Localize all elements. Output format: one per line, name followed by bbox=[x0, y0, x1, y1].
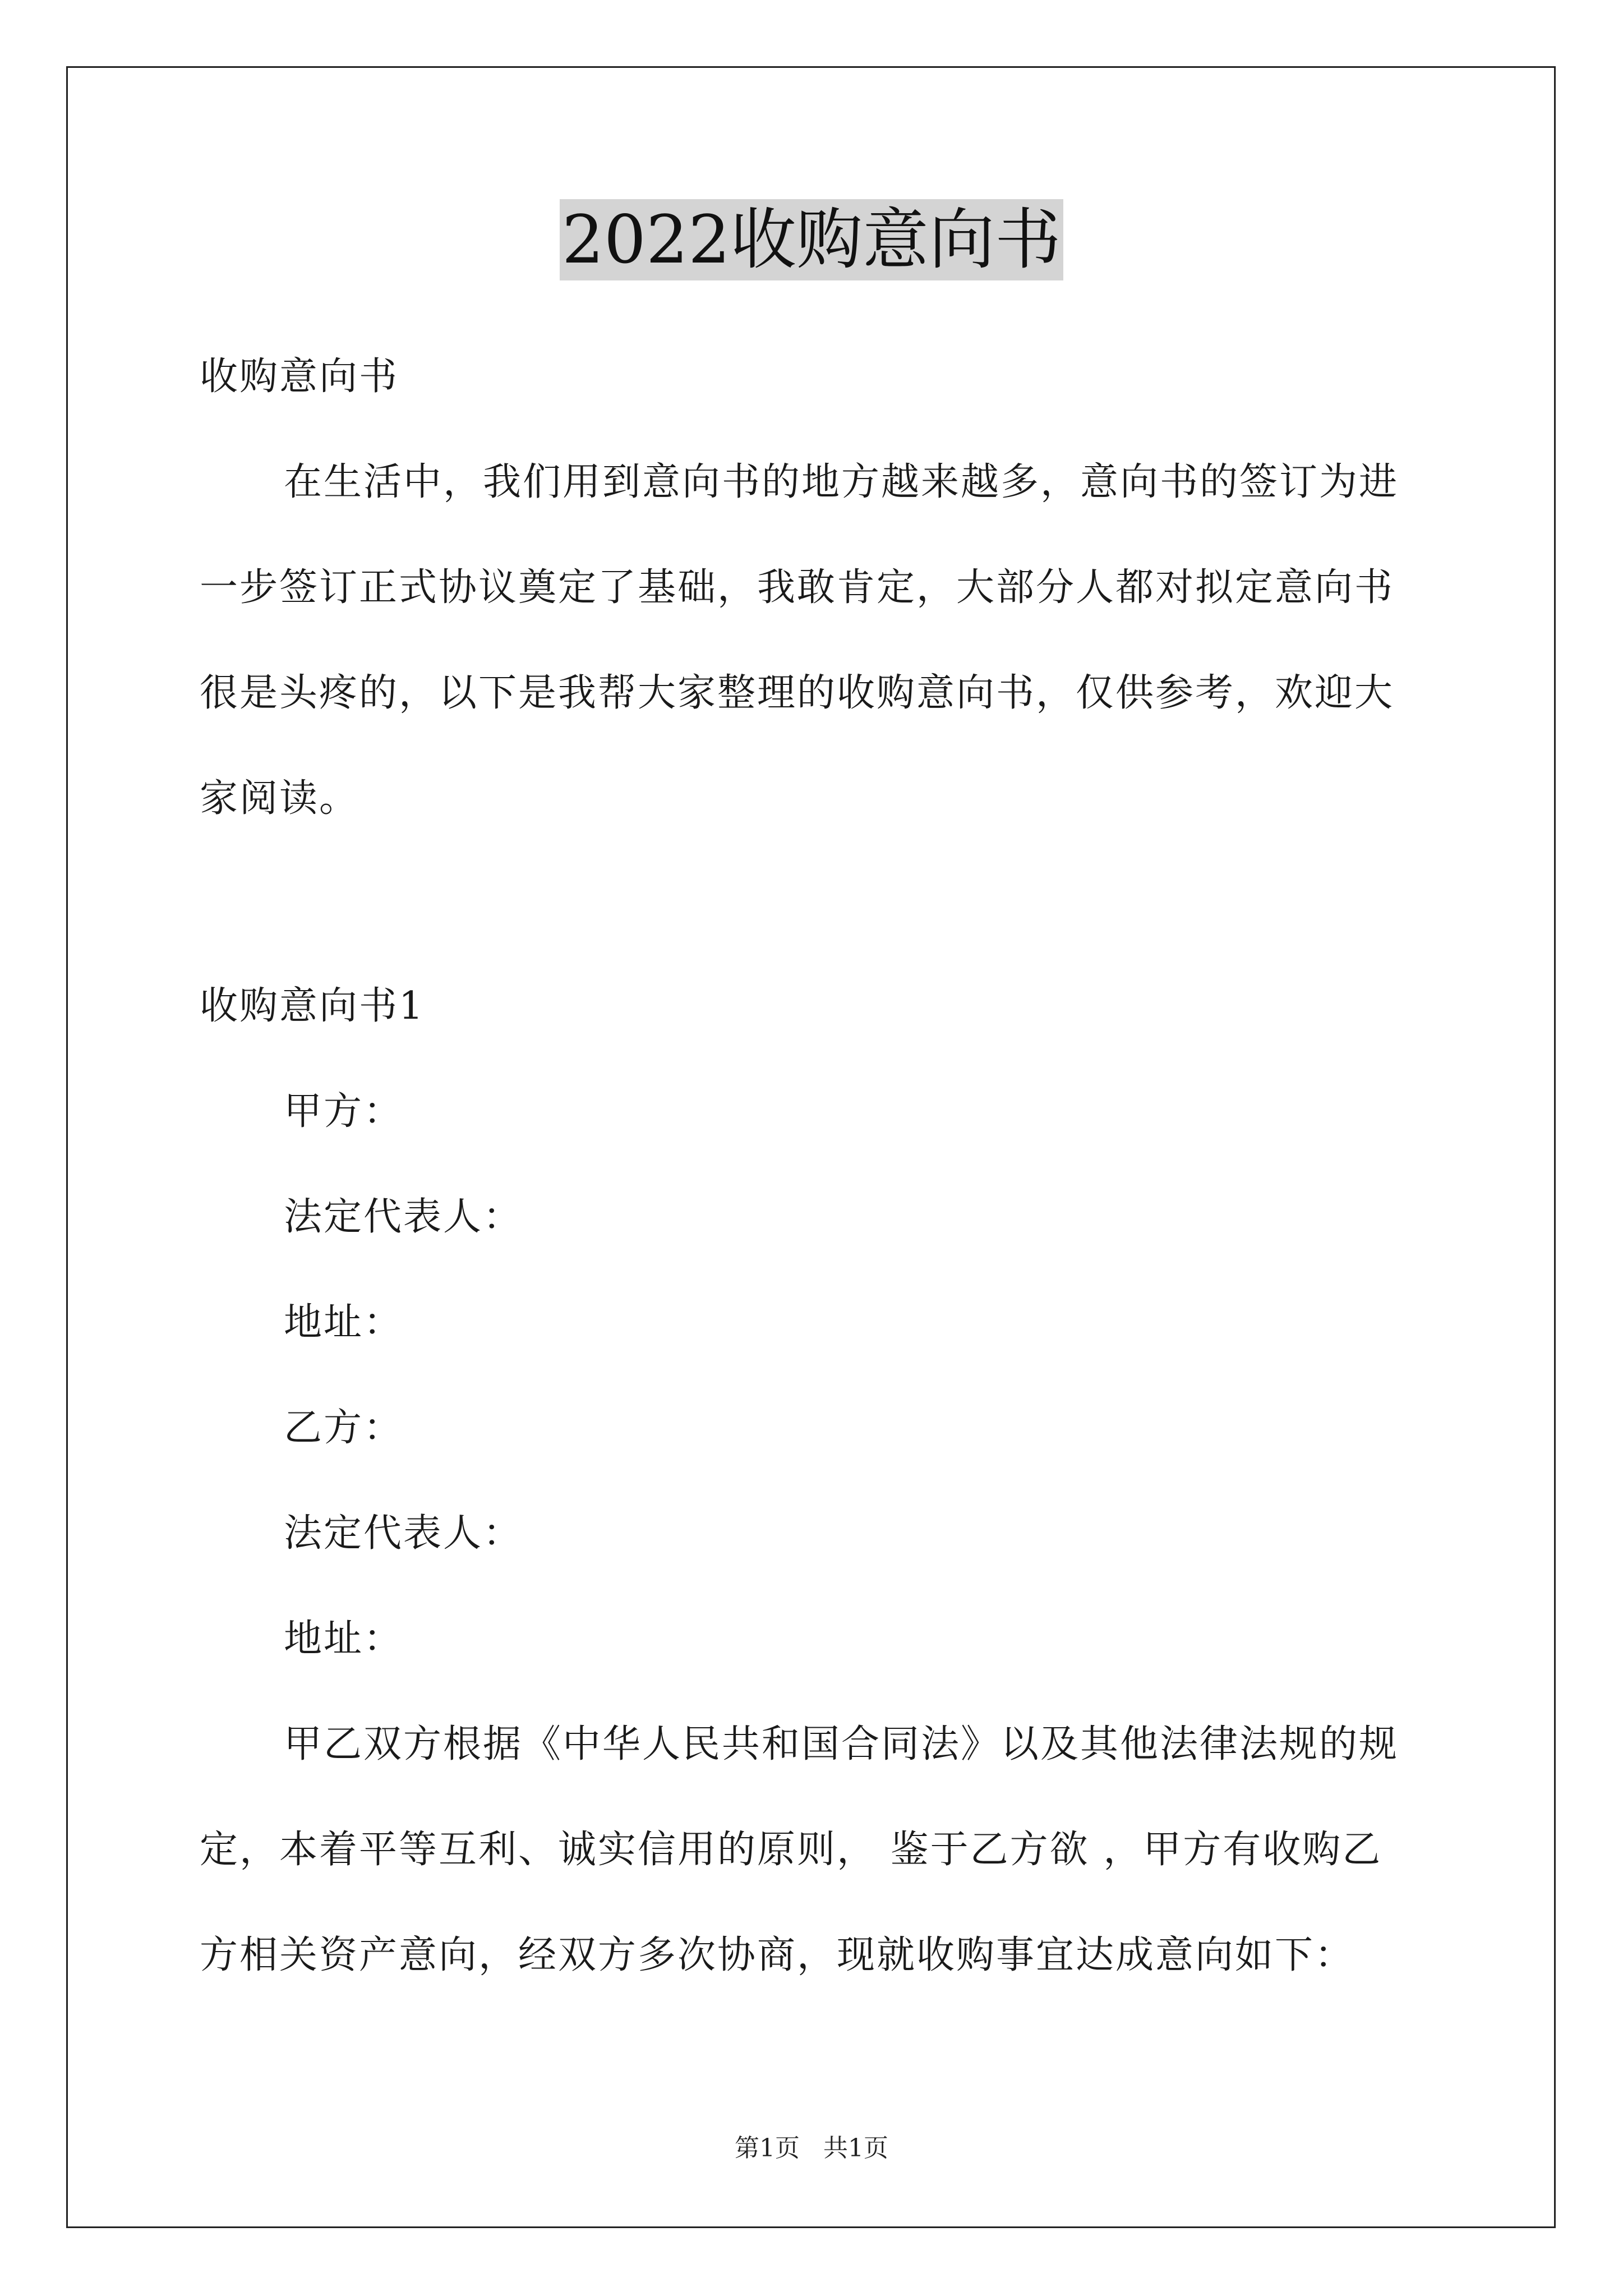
legal-representative-label: 法定代表人： bbox=[284, 1195, 523, 1239]
section-heading: 收购意向书 bbox=[200, 355, 399, 399]
section-heading: 收购意向书1 bbox=[200, 984, 425, 1028]
document-body bbox=[200, 355, 1433, 2039]
paragraph-line: 甲乙双方根据《中华人民共和国合同法》以及其他法律法规的规 bbox=[284, 1722, 1399, 1766]
party-a-label: 甲方： bbox=[284, 1089, 404, 1134]
paragraph-line: 家阅读。 bbox=[200, 776, 359, 821]
document-title: 2022收购意向书 bbox=[560, 199, 1063, 280]
paragraph-line: 很是头疼的，以下是我帮大家整理的收购意向书，仅供参考，欢迎大 bbox=[200, 671, 1395, 715]
paragraph-line: 方相关资产意向，经双方多次协商，现就收购事宜达成意向如下： bbox=[200, 1933, 1355, 1977]
paragraph-line: 一步签订正式协议奠定了基础，我敢肯定，大部分人都对拟定意向书 bbox=[200, 565, 1395, 610]
title-wrap bbox=[0, 199, 1623, 280]
paragraph-line: 在生活中，我们用到意向书的地方越来越多，意向书的签订为进 bbox=[284, 460, 1399, 504]
page-footer bbox=[0, 2132, 1623, 2165]
party-b-label: 乙方： bbox=[284, 1406, 404, 1450]
address-label: 地址： bbox=[284, 1300, 404, 1345]
page-number: 第1页 共1页 bbox=[735, 2134, 888, 2162]
legal-representative-label: 法定代表人： bbox=[284, 1511, 523, 1556]
address-label: 地址： bbox=[284, 1617, 404, 1661]
paragraph-line: 定，本着平等互利、诚实信用的原则， 鉴于乙方欲 ，甲方有收购乙 bbox=[200, 1828, 1382, 1872]
